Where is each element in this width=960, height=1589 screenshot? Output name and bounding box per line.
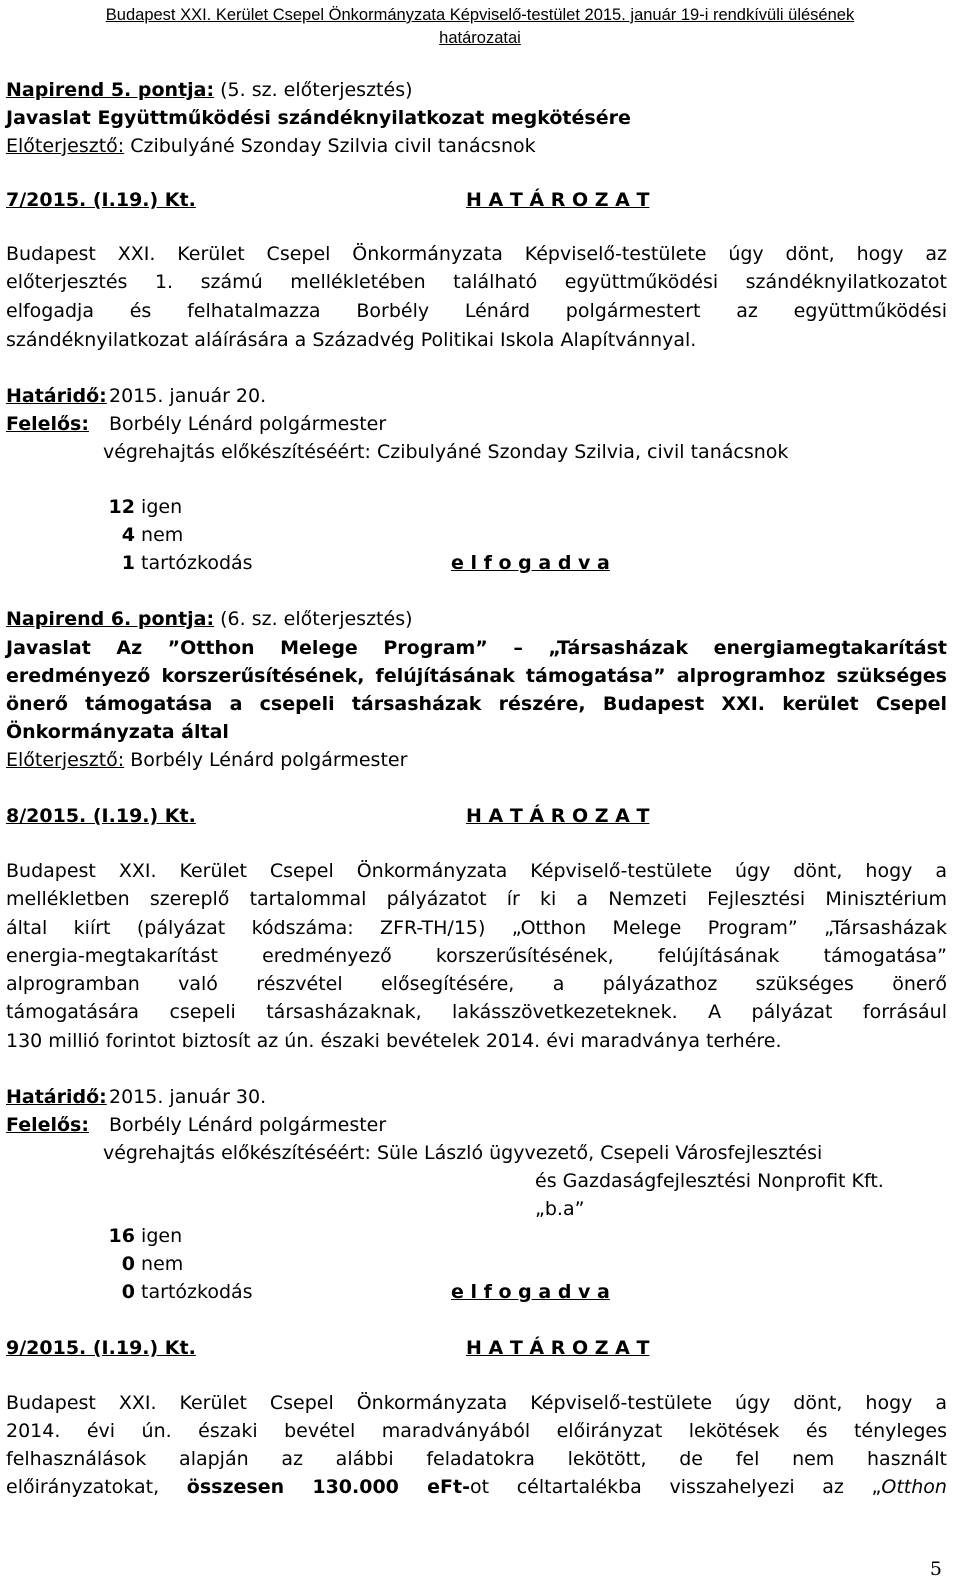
vote-count: 0 [121,1253,135,1275]
presenter-name: Borbély Lénárd polgármester [124,749,408,771]
vote-no [100,521,183,549]
deadline-label: Határidő: [6,1086,107,1108]
vote-count: 0 [121,1281,135,1303]
deadline-value: 2015. január 20. [109,385,267,407]
agenda-title-line: eredményező korszerűsítésének, felújításának támogatása” alprogramhoz szükséges [6,665,947,687]
body-text: előirányzatokat, [6,1476,187,1498]
resolution-body-line: Budapest XXI. Kerület Csepel Önkormányzata Képviselő-testülete úgy dönt, hogy az [6,243,947,265]
responsible-value: Borbély Lénárd polgármester [109,1114,387,1136]
resolution-body-line: által kiírt (pályázat kódszáma: ZFR-TH/15) „Otthon Melege Program” „Társasházak [6,917,947,939]
resolution-body-line: Budapest XXI. Kerület Csepel Önkormányzata Képviselő-testülete úgy dönt, hogy a [6,860,947,882]
vote-count: 12 [108,496,135,518]
deadline-label: Határidő: [6,385,107,407]
resolution-body-line: 130 millió forintot biztosít az ún. északi bevételek 2014. évi maradványa terhére. [6,1030,782,1052]
body-text: ot céltartalékba visszahelyezi az „ [469,1476,882,1498]
resolution-number: 8/2015. (I.19.) Kt. [6,805,196,827]
preparation-line: végrehajtás előkészítéséért: Czibulyáné Szonday Szilvia, civil tanácsnok [103,441,789,463]
header-line-1: Budapest XXI. Kerület Csepel Önkormányzata Képviselő-testület 2015. január 19-i rendkívüli ülésének [105,6,855,24]
resolution-body-line: elfogadja és felhatalmazza Borbély Lénárd polgármestert az együttműködési [6,300,947,322]
vote-count: 4 [121,524,135,546]
agenda-item-6 [6,605,413,633]
vote-count: 16 [108,1225,135,1247]
presenter-line [6,746,407,774]
vote-label: tartózkodás [135,1281,253,1303]
header-line-2: határozatai [439,29,521,47]
resolution-body-line: felhasználások alapján az alábbi feladatokra lekötött, de fel nem használt [6,1448,947,1470]
vote-result: e l f o g a d v a [451,1281,610,1303]
vote-label: nem [135,524,184,546]
vote-abstain [100,549,253,577]
vote-count: 1 [121,552,135,574]
body-text-italic: Otthon [881,1476,947,1498]
vote-label: igen [135,496,183,518]
responsible-line [6,410,386,438]
resolution-body-line [6,1473,947,1501]
resolution-body-line: támogatására csepeli társasházaknak, lakásszövetkezeteknek. A pályázat forrásául [6,1001,947,1023]
preparation-line: és Gazdaságfejlesztési Nonprofit Kft. [535,1170,884,1192]
agenda-title-line: önerő támogatása a csepeli társasházak részére, Budapest XXI. kerület Csepel [6,693,947,715]
presenter-label: Előterjesztő: [6,135,125,157]
resolution-body-line: energia-megtakarítást eredményező korszerűsítésének, felújításának támogatása” [6,945,947,967]
vote-no [100,1250,183,1278]
page-header [0,4,960,50]
agenda-label: Napirend 5. pontja: [6,79,215,101]
agenda-title-line: Önkormányzata által [6,721,229,743]
deadline-line [6,382,266,410]
vote-abstain [100,1278,253,1306]
agenda-label: Napirend 6. pontja: [6,608,215,630]
responsible-label: Felelős: [6,1114,89,1136]
responsible-line [6,1111,386,1139]
resolution-heading: H A T Á R O Z A T [466,189,650,211]
vote-yes [100,1222,182,1250]
agenda-item-5 [6,76,413,104]
preparation-line: „b.a” [535,1198,585,1220]
presenter-label: Előterjesztő: [6,749,125,771]
body-text-bold: összesen 130.000 eFt- [186,1476,470,1498]
resolution-body-line: Budapest XXI. Kerület Csepel Önkormányzata Képviselő-testülete úgy dönt, hogy a [6,1392,947,1414]
resolution-body-line: mellékletben szereplő tartalommal pályázatot ír ki a Nemzeti Fejlesztési Minisztérium [6,888,947,910]
vote-result: e l f o g a d v a [451,552,610,574]
responsible-label: Felelős: [6,413,89,435]
preparation-line: végrehajtás előkészítéséért: Süle László ügyvezető, Csepeli Városfejlesztési [103,1142,823,1164]
resolution-body-line: 2014. évi ún. északi bevétel maradványából előirányzat lekötések és tényleges [6,1420,947,1442]
vote-yes [100,493,182,521]
resolution-body-line: szándéknyilatkozat aláírására a Századvég Politikai Iskola Alapítvánnyal. [6,329,697,351]
vote-label: tartózkodás [135,552,253,574]
presenter-name: Czibulyáné Szonday Szilvia civil tanácsnok [124,135,536,157]
resolution-heading: H A T Á R O Z A T [466,1337,650,1359]
deadline-value: 2015. január 30. [109,1086,267,1108]
resolution-number: 7/2015. (I.19.) Kt. [6,189,196,211]
responsible-value: Borbély Lénárd polgármester [109,413,387,435]
presenter-line [6,132,536,160]
vote-label: nem [135,1253,184,1275]
resolution-body-line: előterjesztés 1. számú mellékletében található együttműködési szándéknyilatkozatot [6,271,947,293]
deadline-line [6,1083,266,1111]
page-number: 5 [929,1558,942,1580]
agenda-note: (6. sz. előterjesztés) [214,608,413,630]
agenda-title: Javaslat Együttműködési szándéknyilatkozat megkötésére [6,107,631,129]
resolution-number: 9/2015. (I.19.) Kt. [6,1337,196,1359]
vote-label: igen [135,1225,183,1247]
agenda-title-line: Javaslat Az ”Otthon Melege Program” – „Társasházak energiamegtakarítást [6,637,947,659]
resolution-body-line: alprogramban való részvétel elősegítésére, a pályázathoz szükséges önerő [6,973,947,995]
resolution-heading: H A T Á R O Z A T [466,805,650,827]
agenda-note: (5. sz. előterjesztés) [214,79,413,101]
